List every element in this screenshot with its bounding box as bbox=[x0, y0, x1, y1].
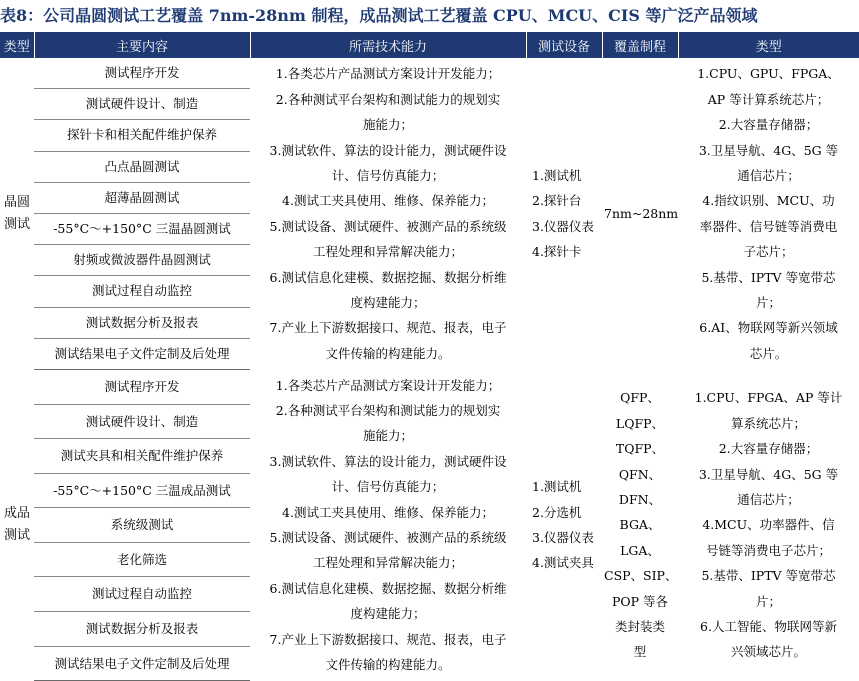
type-line: 3.卫星导航、4G、5G 等 bbox=[698, 142, 839, 158]
skill-line: 工程处理和异常解决能力； bbox=[312, 244, 463, 260]
process-item: LGA、 bbox=[620, 542, 660, 558]
main-content-cell: 测试程序开发 bbox=[34, 370, 250, 405]
main-content-cell: 测试过程自动监控 bbox=[34, 577, 250, 612]
skill-line: 7.产业上下游数据接口、规范、报表，电子 bbox=[269, 631, 507, 647]
skill-line: 3.测试软件、算法的设计能力，测试硬件设 bbox=[269, 453, 507, 469]
type-line: 6.人工智能、物联网等新 bbox=[700, 618, 837, 634]
main-content-cell: 凸点晶圆测试 bbox=[34, 151, 250, 182]
main-content-cell: 测试夹具和相关配件维护保养 bbox=[34, 439, 250, 474]
type-line: 2.大容量存储器； bbox=[718, 441, 819, 457]
type-line: 芯片。 bbox=[749, 345, 788, 361]
header-required-skills: 所需技术能力 bbox=[250, 32, 526, 58]
type-line: 3.卫星导航、4G、5G 等 bbox=[698, 466, 839, 482]
main-content-cell: 系统级测试 bbox=[34, 508, 250, 543]
main-content-cell: 射频或微波器件晶圆测试 bbox=[34, 245, 250, 276]
header-product-types: 类型 bbox=[678, 32, 859, 58]
main-content-cell: -55°C～+150°C 三温成品测试 bbox=[34, 473, 250, 508]
process-item: LQFP、 bbox=[615, 415, 665, 431]
category-label: 成品测试 bbox=[3, 506, 30, 544]
type-line: 通信芯片； bbox=[737, 491, 800, 507]
table-header-row bbox=[0, 32, 859, 58]
skill-line: 3.测试软件、算法的设计能力，测试硬件设 bbox=[269, 142, 507, 158]
main-content-cell: 测试硬件设计、制造 bbox=[34, 89, 250, 120]
skill-line: 7.产业上下游数据接口、规范、报表，电子 bbox=[269, 320, 507, 336]
process-item: POP 等各 bbox=[611, 593, 669, 609]
skills-cell bbox=[250, 58, 526, 370]
main-content-cell: 测试过程自动监控 bbox=[34, 276, 250, 307]
skill-line: 工程处理和异常解决能力； bbox=[312, 555, 463, 571]
equipment-item: 2.分选机 bbox=[532, 504, 582, 520]
category-cell bbox=[0, 58, 34, 370]
skill-line: 4.测试工夹具使用、维修、保养能力； bbox=[282, 504, 494, 520]
equipment-item: 2.探针台 bbox=[532, 193, 582, 209]
main-content-cell: 测试数据分析及报表 bbox=[34, 611, 250, 646]
type-line: 5.基带、IPTV 等宽带芯 bbox=[701, 568, 836, 584]
skill-line: 6.测试信息化建模、数据挖掘、数据分析维 bbox=[269, 269, 507, 285]
skill-line: 6.测试信息化建模、数据挖掘、数据分析维 bbox=[269, 580, 507, 596]
main-content-cell: 测试结果电子文件定制及后处理 bbox=[34, 646, 250, 681]
skill-line: 计、信号仿真能力； bbox=[331, 167, 445, 183]
skill-line: 施能力； bbox=[362, 117, 413, 133]
process-table bbox=[0, 32, 859, 681]
process-item: 型 bbox=[633, 644, 647, 660]
type-line: 片； bbox=[755, 593, 781, 609]
header-test-equipment: 测试设备 bbox=[526, 32, 602, 58]
main-content-cell: 测试硬件设计、制造 bbox=[34, 404, 250, 439]
type-line: 算系统芯片； bbox=[730, 415, 806, 431]
main-content-cell: 老化筛选 bbox=[34, 542, 250, 577]
type-line: 兴领域芯片。 bbox=[730, 644, 806, 660]
equipment-item: 1.测试机 bbox=[532, 167, 582, 183]
main-content-cell: 超薄晶圆测试 bbox=[34, 182, 250, 213]
skill-line: 2.各种测试平台架构和测试能力的规划实 bbox=[275, 403, 501, 419]
main-content-cell: -55°C～+150°C 三温晶圆测试 bbox=[34, 214, 250, 245]
skill-line: 4.测试工夹具使用、维修、保养能力； bbox=[282, 193, 494, 209]
header-main-content: 主要内容 bbox=[34, 32, 250, 58]
table-title: 表8：公司晶圆测试工艺覆盖 7nm-28nm 制程，成品测试工艺覆盖 CPU、MCU、CIS 等广泛产品领域 bbox=[0, 6, 758, 25]
process-cell bbox=[602, 370, 678, 681]
equipment-item: 1.测试机 bbox=[532, 479, 582, 495]
process-item: CSP、SIP、 bbox=[604, 568, 678, 584]
skill-line: 度构建能力； bbox=[350, 606, 426, 622]
process-item: QFP、 bbox=[620, 390, 660, 406]
type-line: 2.大容量存储器； bbox=[718, 117, 819, 133]
equipment-item: 3.仪器仪表 bbox=[532, 530, 594, 546]
skill-line: 5.测试设备、测试硬件、被测产品的系统级 bbox=[269, 218, 507, 234]
skill-line: 1.各类芯片产品测试方案设计开发能力； bbox=[275, 66, 501, 82]
equipment-cell bbox=[526, 370, 602, 681]
process-cell bbox=[602, 58, 678, 370]
equipment-item: 4.探针卡 bbox=[532, 244, 582, 260]
type-line: 率器件、信号链等消费电 bbox=[699, 218, 838, 234]
types-cell bbox=[678, 370, 859, 681]
skill-line: 文件传输的构建能力。 bbox=[325, 657, 451, 673]
skill-line: 施能力； bbox=[362, 428, 413, 444]
header-process-coverage: 覆盖制程 bbox=[602, 32, 678, 58]
category-cell bbox=[0, 370, 34, 681]
type-line: 子芯片； bbox=[743, 244, 794, 260]
type-line: 1.CPU、GPU、FPGA、 bbox=[697, 66, 840, 82]
process-item: 7nm~28nm bbox=[604, 206, 679, 222]
process-item: 类封装类 bbox=[614, 618, 665, 634]
type-line: 片； bbox=[755, 294, 781, 310]
table-row bbox=[0, 58, 859, 89]
type-line: 6.AI、物联网等新兴领域 bbox=[699, 320, 838, 336]
type-line: 4.指纹识别、MCU、功 bbox=[702, 193, 835, 209]
type-line: 4.MCU、功率器件、信 bbox=[702, 517, 835, 533]
skills-cell bbox=[250, 370, 526, 681]
skill-line: 度构建能力； bbox=[350, 294, 426, 310]
type-line: 通信芯片； bbox=[737, 167, 800, 183]
type-line: 1.CPU、FPGA、AP 等计 bbox=[694, 390, 843, 406]
equipment-cell bbox=[526, 58, 602, 370]
main-content-cell: 探针卡和相关配件维护保养 bbox=[34, 120, 250, 151]
type-line: AP 等计算系统芯片； bbox=[707, 91, 830, 107]
equipment-item: 3.仪器仪表 bbox=[532, 218, 594, 234]
main-content-cell: 测试结果电子文件定制及后处理 bbox=[34, 338, 250, 369]
process-item: QFN、 bbox=[618, 466, 662, 482]
types-cell bbox=[678, 58, 859, 370]
process-item: DFN、 bbox=[618, 491, 662, 507]
skill-line: 5.测试设备、测试硬件、被测产品的系统级 bbox=[269, 530, 507, 546]
skill-line: 文件传输的构建能力。 bbox=[325, 345, 451, 361]
header-category: 类型 bbox=[0, 32, 34, 58]
process-item: TQFP、 bbox=[615, 441, 665, 457]
process-item: BGA、 bbox=[619, 517, 661, 533]
skill-line: 1.各类芯片产品测试方案设计开发能力； bbox=[275, 377, 501, 393]
main-content-cell: 测试数据分析及报表 bbox=[34, 307, 250, 338]
category-label: 晶圆测试 bbox=[3, 194, 30, 232]
skill-line: 计、信号仿真能力； bbox=[331, 479, 445, 495]
table-row bbox=[0, 370, 859, 405]
equipment-item: 4.测试夹具 bbox=[532, 555, 594, 571]
skill-line: 2.各种测试平台架构和测试能力的规划实 bbox=[275, 91, 501, 107]
main-content-cell: 测试程序开发 bbox=[34, 58, 250, 89]
type-line: 号链等消费电子芯片； bbox=[705, 542, 831, 558]
type-line: 5.基带、IPTV 等宽带芯 bbox=[701, 269, 836, 285]
